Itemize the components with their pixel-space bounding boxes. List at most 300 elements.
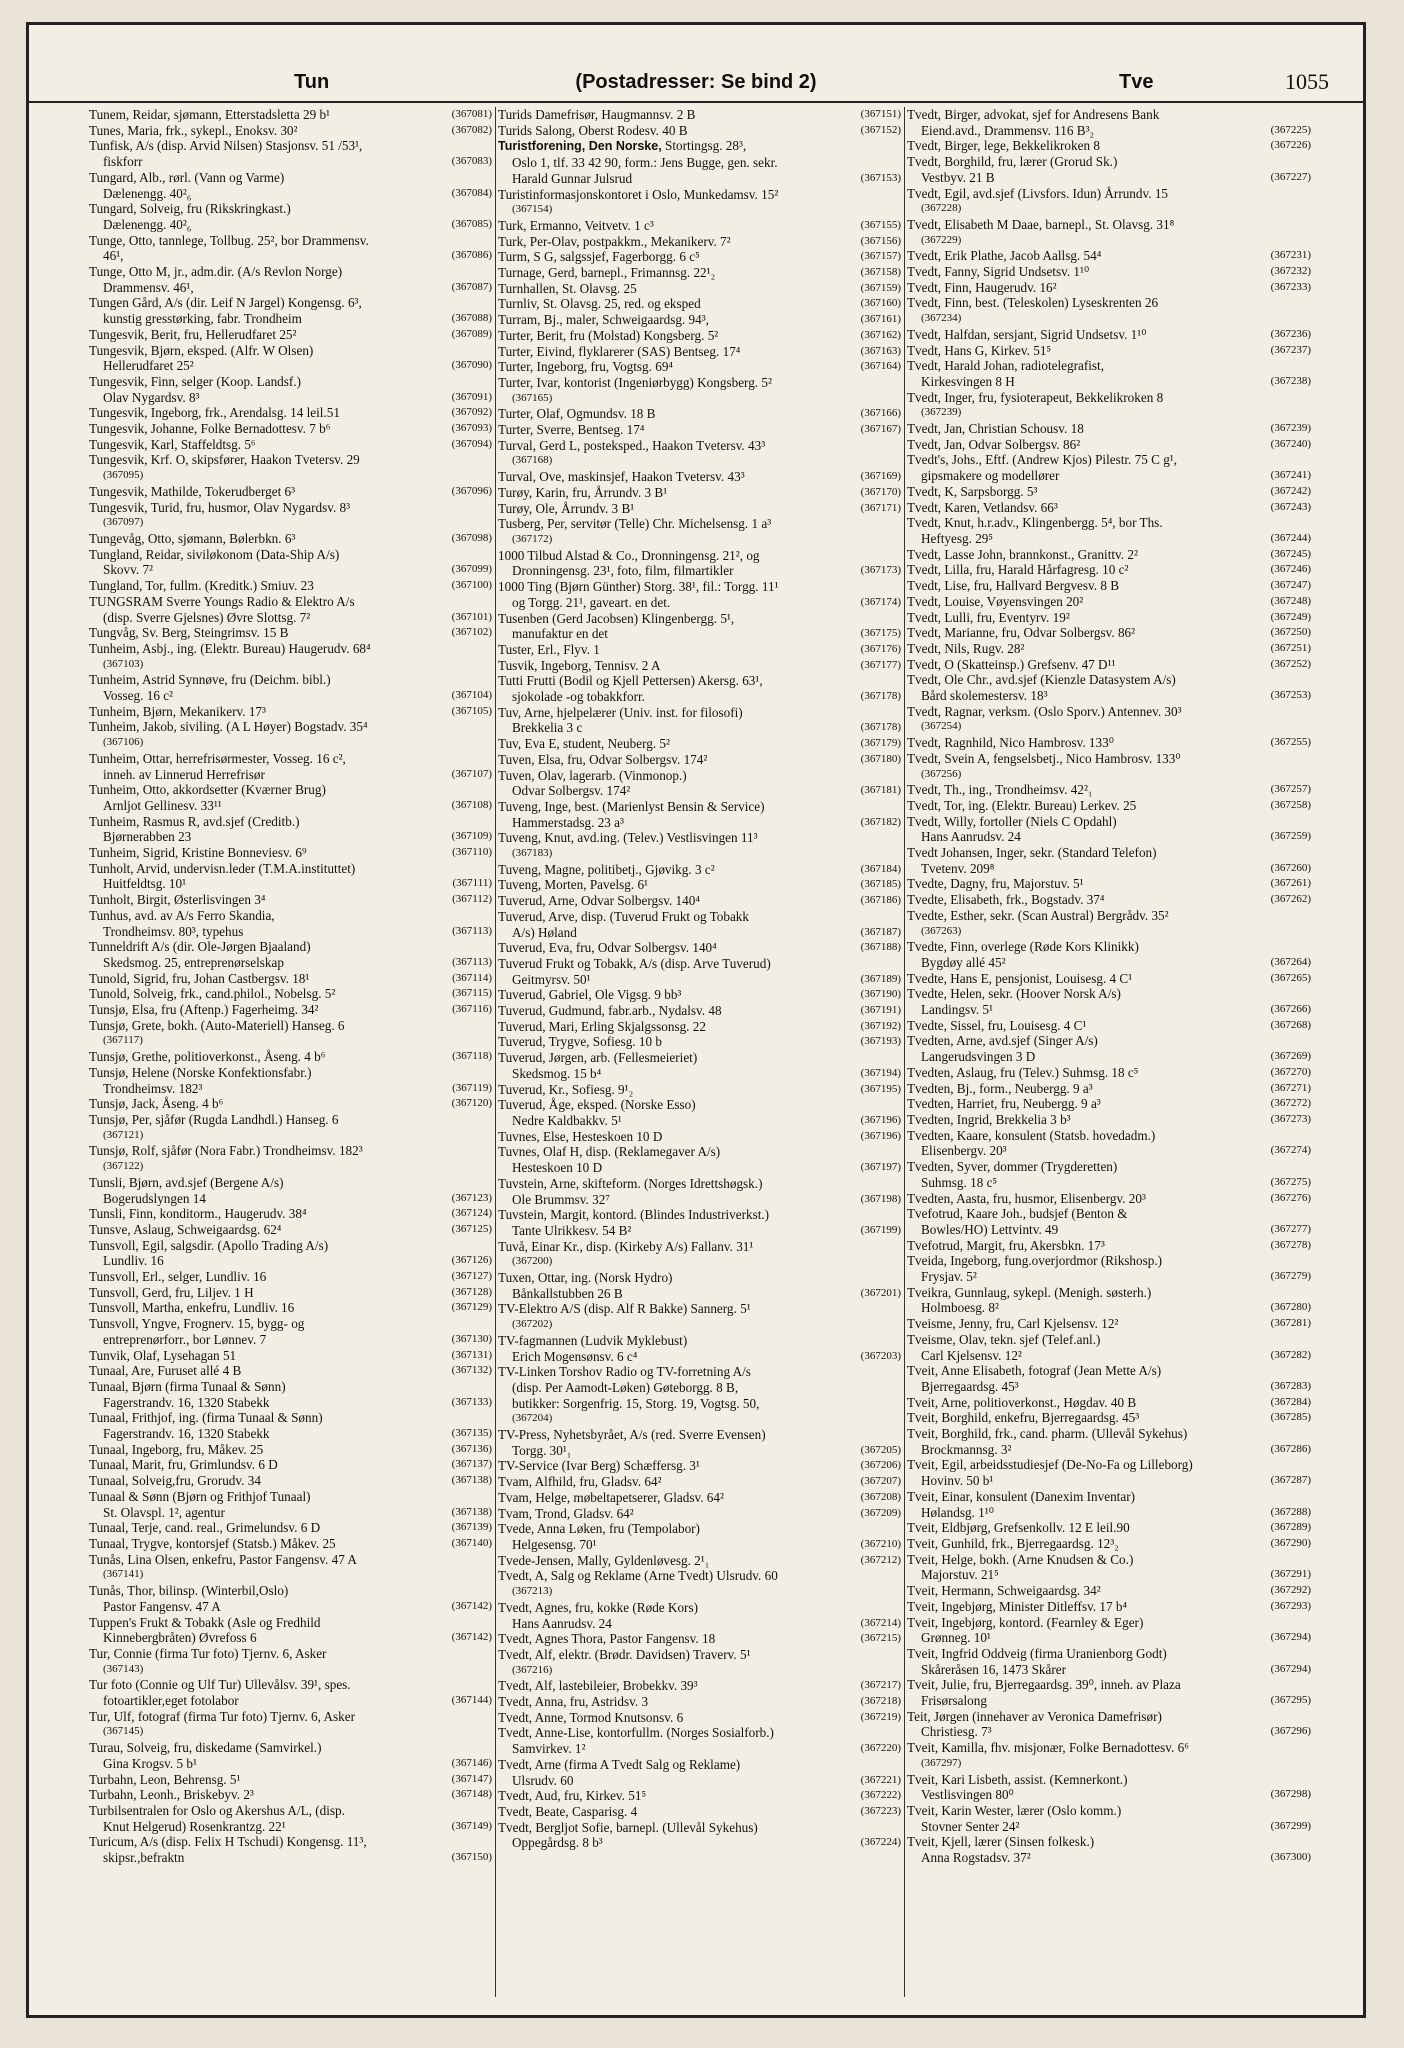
- entry-text: Hans Aanrudsv. 24: [921, 829, 1021, 845]
- listing-entry: [907, 1081, 1311, 1097]
- listing-entry: [498, 548, 901, 579]
- entry-phone-number: (367253): [1270, 689, 1311, 702]
- entry-phone-number: (367259): [1270, 830, 1311, 843]
- entry-text: Tvedte, Hans E, pensjonist, Louisesg. 4 C¹: [907, 970, 1133, 986]
- entry-name-line: [907, 1033, 1311, 1049]
- entry-text: Tvedt, Svein A, fengselsbetj., Nico Hambrosv. 133⁰: [907, 750, 1181, 766]
- entry-name-line: [89, 672, 492, 688]
- listing-entry: [89, 1410, 492, 1441]
- entry-text: Tunsvoll, Egil, salgsdir. (Apollo Trading A/s): [89, 1237, 329, 1253]
- entry-phone-number: (367195): [860, 1082, 901, 1095]
- entry-phone-number: (367258): [1270, 798, 1311, 811]
- entry-text: Elisenbergv. 20³: [921, 1143, 1007, 1159]
- entry-text: Tungard, Solveig, fru (Rikskringkast.): [89, 201, 291, 217]
- listing-entry: [907, 625, 1311, 641]
- entry-text: Vestlisvingen 80⁰: [921, 1787, 1014, 1803]
- entry-name-line: [907, 547, 1311, 563]
- listing-entry: [89, 1143, 492, 1174]
- entry-text: Tvedt, Beate, Casparisg. 4: [498, 1803, 638, 1819]
- entry-continuation-line: [907, 1143, 1311, 1159]
- entry-phone-number: (367202): [512, 1318, 553, 1331]
- listing-entry: [89, 1206, 492, 1222]
- entry-continuation-line: [907, 1002, 1311, 1018]
- entry-text: Tvede, Anna Løken, fru (Tempolabor): [498, 1521, 700, 1537]
- listing-entry: [907, 1599, 1311, 1615]
- entry-phone-number: (367249): [1270, 610, 1311, 623]
- entry-text: Bånkallstubben 26 B: [512, 1285, 623, 1301]
- listing-entry: [89, 1552, 492, 1583]
- listing-entry: [89, 1018, 492, 1049]
- entry-text: Harald Gunnar Julsrud: [512, 170, 633, 186]
- entry-text: Bjørnerabben 23: [103, 829, 192, 845]
- entry-phone-number: (367254): [921, 720, 962, 733]
- entry-continuation-line: [89, 1756, 492, 1772]
- entry-continuation-line: [89, 955, 492, 971]
- entry-text: butikker: Sorgenfrig. 15, Storg. 19, Vogtsg. 50,: [512, 1395, 760, 1411]
- entry-text: Turter, Olaf, Ogmundsv. 18 B: [498, 406, 656, 422]
- listing-entry: [907, 547, 1311, 563]
- listing-entry: [907, 1096, 1311, 1112]
- entry-phone-number: (367206): [860, 1459, 901, 1472]
- entry-phone-number: (367265): [1270, 971, 1311, 984]
- entry-text: Oslo 1, tlf. 33 42 90, form.: Jens Bugge, gen. sekr.: [512, 155, 778, 171]
- listing-entry: [89, 531, 492, 547]
- entry-phone-number: (367098): [451, 531, 492, 544]
- entry-name-line: [498, 736, 901, 752]
- entry-phone-number: (367256): [921, 767, 962, 780]
- entry-name-line: [89, 421, 492, 437]
- entry-phone-number: (367113): [452, 955, 492, 968]
- listing-entry: [498, 579, 901, 610]
- listing-entry: [89, 986, 492, 1002]
- entry-phone-number: (367161): [860, 313, 901, 326]
- entry-name-line: [907, 1677, 1311, 1693]
- listing-entry: [89, 625, 492, 641]
- listing-entry: [89, 1536, 492, 1552]
- entry-text: Tvedt, Ragnhild, Nico Hambrosv. 133⁰: [907, 735, 1114, 751]
- listing-entry: [498, 485, 901, 501]
- entry-text: Frysjav. 5²: [921, 1269, 977, 1285]
- entry-text: Lundliv. 16: [103, 1253, 164, 1269]
- entry-name-line: [907, 1191, 1311, 1207]
- entry-text: Dælenengg. 40²₆: [103, 216, 192, 232]
- entry-text: (disp. Per Aamodt-Løken) Gøteborgg. 8 B,: [512, 1379, 739, 1395]
- entry-text: Tungesvik, Turid, fru, husmor, Olav Nygardsv. 8³: [89, 499, 351, 515]
- entry-text: Samvirkev. 1²: [512, 1741, 586, 1757]
- entry-text: Tvedt, K, Sarpsborgg. 5³: [907, 483, 1038, 499]
- entry-name-line: [498, 877, 901, 893]
- entry-name-line: [498, 328, 901, 344]
- entry-text: Tungesvik, Ingeborg, frk., Arendalsg. 14 leil.51: [89, 405, 340, 421]
- listing-entry: [907, 1772, 1311, 1803]
- entry-continuation-line: [89, 562, 492, 578]
- listing-entry: [498, 658, 901, 674]
- listing-entry: [89, 578, 492, 594]
- entry-phone-number: (367251): [1270, 641, 1311, 654]
- entry-name-line: [89, 1834, 492, 1850]
- entry-phone-number: (367280): [1270, 1301, 1311, 1314]
- entry-text: TV-fagmannen (Ludvik Myklebust): [498, 1332, 688, 1348]
- listing-entry: [89, 452, 492, 483]
- listing-entry: [907, 908, 1311, 939]
- entry-phone-number: (367113): [452, 924, 492, 937]
- entry-name-line: [498, 1804, 901, 1820]
- entry-text: Turids Damefrisør, Haugmannsv. 2 B: [498, 107, 696, 122]
- entry-text: Tvedt, Halfdan, sersjant, Sigrid Undsetsv. 1¹⁰: [907, 326, 1147, 342]
- entry-phone-number: (367126): [451, 1254, 492, 1267]
- entry-name-line: [89, 547, 492, 563]
- entry-name-line: [498, 1144, 901, 1160]
- listing-entry: [498, 1427, 901, 1458]
- entry-text: Turbilsentralen for Oslo og Akershus A/L, (disp.: [89, 1802, 345, 1818]
- listing-entry: [89, 1065, 492, 1096]
- entry-text: Turnhallen, St. Olavsg. 25: [498, 280, 637, 296]
- entry-phone-number: (367227): [1270, 170, 1311, 183]
- entry-phone-number: (367198): [860, 1192, 901, 1205]
- entry-text: Tvedt, Ole Chr., avd.sjef (Kienzle Datasystem A/s): [907, 672, 1176, 688]
- entry-phone-number: (367164): [860, 360, 901, 373]
- listing-entry: [498, 249, 901, 265]
- entry-continuation-line: [89, 1630, 492, 1646]
- entry-text: Turøy, Ole, Årrundv. 3 B¹: [498, 500, 635, 516]
- entry-phone-number: (367232): [1270, 265, 1311, 278]
- entry-text: Tvedten, Harriet, fru, Neubergg. 9 a³: [907, 1096, 1101, 1112]
- entry-text: Tveit, Kjell, lærer (Sinsen folkesk.): [907, 1834, 1095, 1850]
- entry-text: Tunneldrift A/s (dir. Ole-Jørgen Bjaaland): [89, 939, 311, 955]
- entry-name-line: [498, 218, 901, 234]
- entry-text: Helgesensg. 70¹: [512, 1536, 597, 1552]
- listing-entry: [89, 814, 492, 845]
- entry-phone-number: (367107): [451, 767, 492, 780]
- entry-text: Tunvik, Olaf, Lysehagan 51: [89, 1347, 237, 1363]
- listing-entry: [907, 515, 1311, 546]
- entry-phone-number: (367283): [1270, 1379, 1311, 1392]
- entry-text: Tveit, Ingebjørg, kontord. (Fearnley & Eger): [907, 1614, 1144, 1630]
- listing-entry: [907, 1536, 1311, 1552]
- entry-text: Tvedte, Elisabeth, frk., Bogstadv. 37⁴: [907, 892, 1105, 908]
- entry-continuation-line: [89, 358, 492, 374]
- listing-entry: [498, 705, 901, 736]
- entry-text: Tuv, Arne, hjelpelærer (Univ. inst. for filosofi): [498, 704, 743, 720]
- listing-entry: [907, 562, 1311, 578]
- entry-name-line: [907, 248, 1311, 264]
- listing-entry: [907, 814, 1311, 845]
- entry-phone-number: (367218): [860, 1695, 901, 1708]
- listing-entry: [907, 751, 1311, 782]
- entry-continuation-line: [907, 1348, 1311, 1364]
- entry-text: Turval, Ove, maskinsjef, Haakon Tvetersv. 43³: [498, 469, 745, 485]
- listing-entry: [907, 186, 1311, 217]
- entry-phone-number: (367173): [860, 564, 901, 577]
- listing-entry: [907, 1677, 1311, 1708]
- entry-phone-number: (367199): [860, 1223, 901, 1236]
- listing-entry: [907, 1552, 1311, 1583]
- listing-entry: [907, 1285, 1311, 1316]
- entry-name-line: [907, 358, 1311, 374]
- entry-text: Tunfisk, A/s (disp. Arvid Nilsen) Stasjonsv. 51 /53¹,: [89, 138, 363, 154]
- listing-entry: [907, 343, 1311, 359]
- entry-name-line: [907, 186, 1311, 202]
- entry-name-line: [89, 405, 492, 421]
- entry-phone-number: (367196): [860, 1114, 901, 1126]
- listing-entry: [907, 248, 1311, 264]
- entry-text: Tunsjø, Elsa, fru (Aftenp.) Fagerheimg. 34²: [89, 1002, 319, 1018]
- entry-text: Oppegårdsg. 8 b³: [512, 1835, 603, 1851]
- entry-continuation-line: [907, 468, 1311, 484]
- entry-phone-number: (367162): [860, 328, 901, 341]
- entry-phone-number: (367127): [451, 1270, 492, 1283]
- entry-text: Tvedt, Erik Plathe, Jacob Aallsg. 54⁴: [907, 248, 1102, 264]
- entry-phone-number: (367165): [512, 391, 553, 404]
- entry-phone-number: (367130): [451, 1332, 492, 1345]
- entry-continuation-line: [907, 123, 1311, 139]
- header-first-name: Tun: [294, 71, 330, 93]
- entry-text: Tvedt, Nils, Rugv. 28²: [907, 640, 1025, 656]
- entry-phone-number: (367284): [1270, 1395, 1311, 1408]
- entry-text: Tuverud, Mari, Erling Skjalgssonsg. 22: [498, 1018, 706, 1034]
- entry-text: Torgg. 30¹₁: [512, 1442, 572, 1458]
- entry-text: Tuverud, Arve, disp. (Tuverud Frukt og Tobakk: [498, 908, 749, 924]
- entry-name-line: [498, 1364, 901, 1380]
- entry-phone-number: (367217): [860, 1679, 901, 1692]
- entry-name-line: [89, 751, 492, 767]
- entry-name-line: [498, 752, 901, 768]
- entry-name-line: [89, 1615, 492, 1631]
- listing-entry: [89, 295, 492, 326]
- entry-text: Hølandsg. 1¹⁰: [921, 1504, 994, 1520]
- listing-entry: [907, 1709, 1311, 1740]
- listing-entry: [907, 1615, 1311, 1646]
- entry-text: Tuxen, Ottar, ing. (Norsk Hydro): [498, 1270, 673, 1286]
- entry-phone-number: (367171): [860, 501, 901, 514]
- entry-name-line: [498, 673, 901, 689]
- entry-name-line: [89, 641, 492, 657]
- listing-entry: [89, 1615, 492, 1646]
- entry-text: Tvedt, Arne (firma A Tvedt Salg og Reklame): [498, 1756, 741, 1772]
- entry-phone-number: (367297): [921, 1756, 962, 1769]
- listing-entry: [498, 406, 901, 422]
- entry-name-line: [89, 719, 492, 735]
- entry-text: Nedre Kaldbakkv. 5¹: [512, 1113, 622, 1128]
- entry-text: Tuverud, Gabriel, Ole Vigsg. 9 bb³: [498, 987, 682, 1003]
- listing-entry: [89, 1348, 492, 1364]
- entry-text: Tvedt, Ragnar, verksm. (Oslo Sporv.) Antennev. 30³: [907, 703, 1182, 719]
- entry-phone-number: (367085): [451, 217, 492, 230]
- entry-text: Turicum, A/s (disp. Felix H Tschudi) Kongensg. 11³,: [89, 1834, 367, 1850]
- entry-text: Tvede-Jensen, Mally, Gyldenløvesg. 2¹₁: [498, 1552, 710, 1568]
- entry-phone-number: (367214): [860, 1616, 901, 1629]
- entry-phone-number: (367248): [1270, 594, 1311, 607]
- entry-name-line: [907, 704, 1311, 720]
- entry-phone-number: (367139): [451, 1521, 492, 1534]
- listing-entry: [89, 1096, 492, 1112]
- entry-text: Trondheimsv. 182³: [103, 1080, 203, 1096]
- entry-phone-number: (367288): [1270, 1505, 1311, 1518]
- entry-text: Tunsli, Finn, konditorm., Haugerudv. 38⁴: [89, 1206, 307, 1222]
- listing-entry: [498, 909, 901, 940]
- entry-name-line: [89, 1143, 492, 1159]
- entry-name-line: [907, 138, 1311, 154]
- listing-entry: [907, 1238, 1311, 1254]
- entry-text: Tvedte, Dagny, fru, Majorstuv. 5¹: [907, 876, 1084, 892]
- entry-text: Tunge, Otto M, jr., adm.dir. (A/s Revlon Norge): [89, 264, 343, 280]
- entry-text: Tvam, Helge, møbeltapetserer, Gladsv. 64²: [498, 1489, 724, 1505]
- entry-text: Tungesvik, Johanne, Folke Bernadottesv. 7 b⁶: [89, 421, 331, 437]
- listing-entry: [907, 892, 1311, 908]
- entry-text: Tungevåg, Otto, sjømann, Bølerbkn. 6³: [89, 530, 296, 546]
- listing-entry: [907, 1834, 1311, 1865]
- listing-entry: [498, 359, 901, 375]
- entry-phone-number: (367172): [512, 532, 553, 545]
- entry-text: Tveisme, Jenny, fru, Carl Kjelsensv. 12²: [907, 1316, 1119, 1332]
- entry-text: Tveit, Egil, arbeidsstudiesjef (De-No-Fa og Lilleborg): [907, 1457, 1193, 1473]
- entry-name-line: [498, 1600, 901, 1616]
- listing-entry: [907, 1253, 1311, 1284]
- entry-phone-number: (367175): [860, 627, 901, 640]
- entry-continuation-line: [498, 815, 901, 831]
- entry-phone-number: (367184): [860, 862, 901, 875]
- entry-phone-number: (367177): [860, 658, 901, 671]
- entry-continuation-line: [498, 563, 901, 579]
- entry-name-line: [498, 1788, 901, 1804]
- entry-continuation-line: [89, 1426, 492, 1442]
- entry-text: Tunheim, Sigrid, Kristine Bonneviesv. 6⁹: [89, 845, 307, 861]
- entry-text: Tvedten, Aslaug, fru (Telev.) Suhmsg. 18 c⁵: [907, 1064, 1139, 1080]
- entry-text: Skåreråsen 16, 1473 Skårer: [921, 1661, 1067, 1677]
- entry-name-line: [907, 343, 1311, 359]
- entry-name-line: [907, 437, 1311, 453]
- entry-text: Tur, Ulf, fotograf (firma Tur foto) Tjernv. 6, Asker: [89, 1708, 356, 1724]
- entry-name-line: [907, 1018, 1311, 1034]
- entry-phone-number: (367210): [860, 1537, 901, 1550]
- header-center-note: (Postadresser: Se bind 2): [575, 71, 817, 93]
- listing-entry: [498, 1820, 901, 1851]
- entry-text: Tvedt, Inger, fru, fysioterapeut, Bekkelikroken 8: [907, 389, 1164, 405]
- entry-name-line: [907, 672, 1311, 688]
- listing-entry: [907, 1316, 1311, 1332]
- entry-name-line: [498, 1003, 901, 1019]
- entry-text: Bogerudslyngen 14: [103, 1190, 206, 1206]
- listing-entry: [498, 1207, 901, 1238]
- entry-phone-number: (367124): [451, 1207, 492, 1220]
- entry-phone-number: (367097): [103, 516, 144, 529]
- entry-name-line: [89, 107, 492, 123]
- entry-phone-number: (367271): [1270, 1081, 1311, 1094]
- listing-entry: [89, 233, 492, 264]
- entry-name-line: [907, 798, 1311, 814]
- entry-text: St. Olavspl. 1², agentur: [103, 1504, 225, 1520]
- entry-phone-number: (367219): [860, 1710, 901, 1723]
- listing-entry: [907, 1033, 1311, 1064]
- entry-name-line: [907, 939, 1311, 955]
- listing-entry: [89, 1709, 492, 1740]
- entry-text: Tuverud Frukt og Tobakk, A/s (disp. Arve Tuverud): [498, 955, 771, 971]
- entry-phone-number: (367201): [860, 1286, 901, 1299]
- entry-phone-number: (367236): [1270, 327, 1311, 340]
- entry-continuation-line: [907, 688, 1311, 704]
- entry-text: Trondheimsv. 80³, typehus: [103, 923, 244, 939]
- entry-name-line: [498, 1050, 901, 1066]
- entry-text: Tuveng, Morten, Pavelsg. 6¹: [498, 877, 648, 893]
- entry-name-line: [907, 1615, 1311, 1631]
- entry-text: Tvedt, Egil, avd.sjef (Livsfors. Idun) Årrundv. 15: [907, 185, 1169, 201]
- entry-phone-number: (367086): [451, 249, 492, 262]
- entry-text: Tveit, Eldbjørg, Grefsenkollv. 12 E leil.90: [907, 1520, 1130, 1536]
- entry-text: Fagerstrandv. 16, 1320 Stabekk: [103, 1426, 270, 1442]
- entry-phone-number: (367273): [1270, 1113, 1311, 1125]
- entry-name-line: [907, 484, 1311, 500]
- entry-continuation-line: [89, 1081, 492, 1097]
- entry-name-line: [907, 1065, 1311, 1081]
- entry-text: Turval, Gerd L, posteksped., Haakon Tvetersv. 43³: [498, 437, 766, 453]
- entry-text: Tvedt, Knut, h.r.adv., Klingenbergg. 5⁴, bor Ths.: [907, 515, 1163, 531]
- entry-text: Skedsmog. 25, entreprenørselskap: [103, 954, 284, 970]
- entry-text: Heftyesg. 29⁵: [921, 530, 993, 546]
- entry-continuation-line: [89, 1253, 492, 1269]
- entry-continuation-line: [498, 1286, 901, 1302]
- listing-entry: [89, 547, 492, 578]
- entry-text: Christiesg. 7³: [921, 1724, 992, 1740]
- listing-entry: [907, 1426, 1311, 1457]
- entry-name-line: [498, 548, 901, 564]
- listing-entry: [498, 862, 901, 878]
- entry-phone-number: (367095): [103, 469, 144, 482]
- entry-text: og Torgg. 21¹, gaveart. en det.: [512, 594, 671, 610]
- listing-entry: [907, 782, 1311, 798]
- entry-text: Frisørsalong: [921, 1693, 987, 1709]
- entry-text: Tvedt, A, Salg og Reklame (Arne Tvedt) Ulsrudv. 60: [498, 1568, 778, 1584]
- entry-phone-number: (367209): [860, 1506, 901, 1519]
- listing-entry: [89, 861, 492, 892]
- entry-name-line: [89, 1709, 492, 1725]
- entry-phone-number: (367131): [451, 1348, 492, 1361]
- entry-phone-number: (367084): [451, 186, 492, 199]
- entry-name-line: [907, 1159, 1311, 1175]
- entry-continuation-line: [498, 1349, 901, 1365]
- entry-continuation-line: [907, 829, 1311, 845]
- entry-continuation-line: [498, 1380, 901, 1396]
- entry-text: Tveit, Kari Lisbeth, assist. (Kemnerkont.): [907, 1771, 1128, 1787]
- entry-phone-number: (367102): [451, 626, 492, 639]
- entry-phone-number: (367221): [860, 1773, 901, 1786]
- entry-text: Tunaal, Terje, cand. real., Grimelundsv. 6 D: [89, 1520, 321, 1536]
- entry-text: Tuvnes, Else, Hesteskoen 10 D: [498, 1128, 663, 1144]
- entry-text: Tvedt, Birger, advokat, sjef for Andresens Bank: [907, 107, 1160, 122]
- entry-phone-number: (367252): [1270, 657, 1311, 670]
- listing-entry: [89, 1442, 492, 1458]
- entry-continuation-line: [498, 720, 901, 736]
- entry-text: Tunaal, Trygve, kontorsjef (Statsb.) Måkev. 25: [89, 1535, 336, 1551]
- listing-entry: [89, 1222, 492, 1238]
- listing-entry: [498, 1176, 901, 1207]
- entry-name-line: [498, 1820, 901, 1836]
- entry-text: inneh. av Linnerud Herrefrisør: [103, 766, 265, 782]
- entry-phone-number: (367224): [860, 1836, 901, 1849]
- entry-phone-number: (367144): [451, 1694, 492, 1707]
- entry-name-line: [498, 1082, 901, 1098]
- entry-text: Tungesvik, Karl, Staffeldtsg. 5⁶: [89, 436, 256, 452]
- entry-text: Tvedt's, Johs., Eftf. (Andrew Kjos) Pilestr. 75 C g¹,: [907, 452, 1178, 468]
- entry-phone-number: (367143): [103, 1662, 144, 1675]
- entry-name-line: [498, 1631, 901, 1647]
- entry-text: (disp. Sverre Gjelsnes) Øvre Slottsg. 7²: [103, 609, 311, 625]
- entry-text: Erich Mogensønsv. 6 c⁴: [512, 1348, 638, 1364]
- entry-text: Fagerstrandv. 16, 1320 Stabekk: [103, 1394, 270, 1410]
- entry-text: Tveit, Einar, konsulent (Danexim Inventar): [907, 1488, 1135, 1504]
- entry-phone-number: (367294): [1270, 1631, 1311, 1644]
- entry-phone-number: (367222): [860, 1789, 901, 1802]
- entry-continuation-line: [498, 1537, 901, 1553]
